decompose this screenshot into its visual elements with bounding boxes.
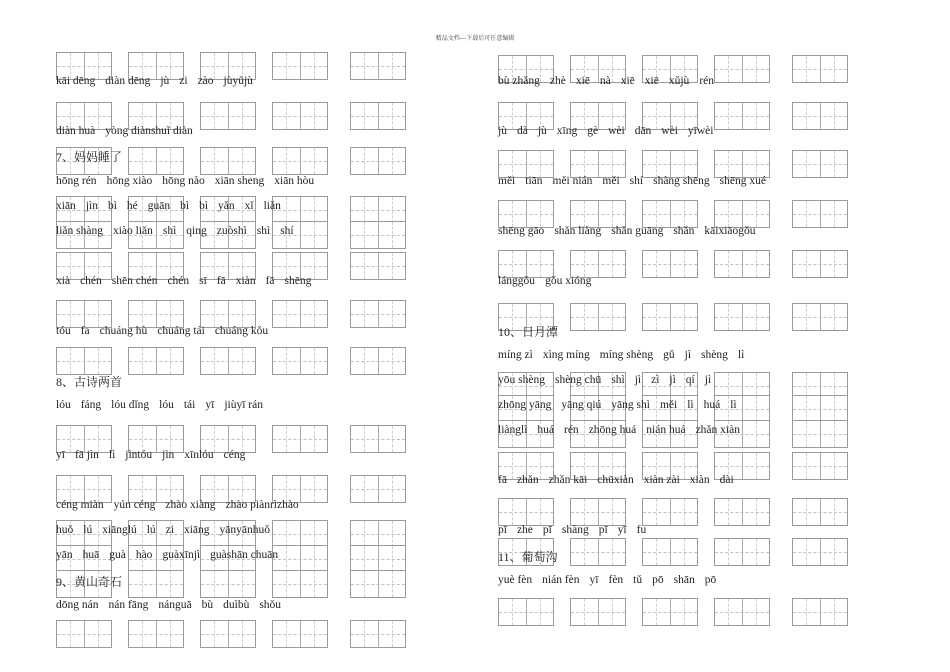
writing-grid-box <box>498 200 554 228</box>
pinyin-word: shǒu <box>259 599 282 611</box>
pinyin-word: chén <box>80 275 102 287</box>
writing-grid-box <box>792 420 848 448</box>
writing-grid-box <box>200 147 256 175</box>
pinyin-word: lú <box>83 524 93 536</box>
pinyin-row <box>498 474 744 487</box>
writing-grid-box <box>570 200 626 228</box>
writing-grid-box <box>128 147 184 175</box>
pinyin-word: lóu dǐng <box>111 399 150 411</box>
pinyin-word: shèng <box>701 349 728 361</box>
pinyin-word: dōng nán <box>56 599 99 611</box>
pinyin-word: shǎn guāng <box>611 225 664 237</box>
pinyin-row <box>498 349 754 362</box>
pinyin-word: lú <box>146 524 156 536</box>
pinyin-word: dà <box>516 125 528 137</box>
writing-grid-box <box>714 303 770 331</box>
pinyin-word: yòng diànshuǐ diàn <box>105 125 193 137</box>
writing-grid-box <box>272 570 328 598</box>
writing-grid-box <box>498 250 554 278</box>
pinyin-word: xiē <box>644 75 659 87</box>
writing-grid-box <box>570 598 626 626</box>
pinyin-word: duìbù <box>223 599 250 611</box>
pinyin-word: liànglì <box>498 424 528 436</box>
writing-grid-box <box>792 395 848 423</box>
left-column <box>56 0 426 672</box>
lesson-heading: 8、古诗两首 <box>56 375 123 389</box>
pinyin-row <box>56 325 278 338</box>
writing-grid-box <box>272 52 328 80</box>
pinyin-word: yīwèi <box>687 125 714 137</box>
pinyin-word: xià <box>56 275 71 287</box>
pinyin-row <box>498 399 747 412</box>
writing-grid-box <box>350 545 406 573</box>
pinyin-word: xiàn zài <box>643 474 680 486</box>
pinyin-word: pī <box>598 524 608 536</box>
writing-grid-box <box>714 250 770 278</box>
pinyin-word: fā <box>498 474 507 486</box>
pinyin-word: dài <box>719 474 734 486</box>
pinyin-word: nián fèn <box>542 574 580 586</box>
pinyin-word: hōng xiào <box>106 175 153 187</box>
pinyin-word: shǎn <box>673 225 695 237</box>
writing-grid-box <box>714 598 770 626</box>
pinyin-word: chūxiàn <box>597 474 634 486</box>
pinyin-word: zhào piànrìzhào <box>225 499 299 511</box>
pinyin-word: zhǎn <box>516 474 539 486</box>
pinyin-word: yī <box>589 574 599 586</box>
writing-grid-box <box>350 425 406 453</box>
pinyin-word: chén <box>167 275 190 287</box>
pinyin-word: xīng <box>556 125 578 137</box>
pinyin-word: zhǎn xiàn <box>695 424 740 436</box>
pinyin-word: shì <box>611 374 625 386</box>
writing-grid-box <box>714 538 770 566</box>
pinyin-word: céng miàn <box>56 499 104 511</box>
pinyin-row <box>498 275 601 288</box>
writing-grid-box <box>350 221 406 249</box>
pinyin-word: pō <box>704 574 717 586</box>
writing-grid-box <box>200 102 256 130</box>
pinyin-word: jìn <box>162 449 175 461</box>
writing-grid-box <box>200 300 256 328</box>
writing-grid-box <box>714 150 770 178</box>
pinyin-word: guàxīnjì <box>162 549 201 561</box>
pinyin-word: yānyānhuǒ <box>219 524 270 536</box>
pinyin-word: shí <box>280 225 294 237</box>
writing-grid-box <box>792 150 848 178</box>
pinyin-word: kāixiāogǒu <box>704 225 756 237</box>
pinyin-word: sī <box>199 275 207 287</box>
pinyin-word: jì <box>684 349 692 361</box>
pinyin-word: yī <box>617 524 627 536</box>
pinyin-word: hōng nào <box>162 175 205 187</box>
writing-grid-box <box>792 498 848 526</box>
writing-grid-box <box>200 347 256 375</box>
pinyin-row <box>56 175 324 188</box>
pinyin-word: yōu shèng <box>498 374 545 386</box>
pinyin-word: jù <box>160 75 170 87</box>
pinyin-word: zhōng yāng <box>498 399 552 411</box>
pinyin-row <box>498 524 656 537</box>
pinyin-word: zhǎn kāi <box>548 474 588 486</box>
writing-grid-box <box>714 200 770 228</box>
writing-grid-box <box>498 598 554 626</box>
pinyin-word: xiào liǎn <box>112 225 153 237</box>
pinyin-word: yǎn <box>218 200 235 212</box>
pinyin-word: shēng xué <box>719 175 766 187</box>
lesson-heading: 10、日月潭 <box>498 325 559 339</box>
pinyin-word: bì <box>180 200 190 212</box>
pinyin-word: gè <box>587 125 599 137</box>
pinyin-word: jì <box>669 374 676 386</box>
writing-grid-box <box>570 250 626 278</box>
pinyin-word: pī <box>498 524 507 536</box>
pinyin-word: dān <box>634 125 652 137</box>
pinyin-word: zhōng huá <box>588 424 637 436</box>
pinyin-word: xiē <box>575 75 590 87</box>
pinyin-word: bù zhǎng <box>498 75 540 87</box>
writing-grid-box <box>570 303 626 331</box>
writing-grid-box <box>128 347 184 375</box>
pinyin-row <box>498 75 724 88</box>
pinyin-word: fā <box>265 275 275 287</box>
pinyin-word: xiē <box>620 75 635 87</box>
pinyin-word: lì <box>737 349 745 361</box>
writing-grid-box <box>56 300 112 328</box>
writing-grid-box <box>350 347 406 375</box>
pinyin-word: wèi <box>661 125 678 137</box>
pinyin-word: jì <box>704 374 712 386</box>
pinyin-row <box>56 549 288 562</box>
pinyin-word: tóu <box>56 325 71 337</box>
pinyin-word: lì <box>730 399 737 411</box>
pinyin-word: hào <box>135 549 153 561</box>
writing-grid-box <box>350 147 406 175</box>
pinyin-row <box>56 449 255 462</box>
pinyin-word: bì <box>107 200 117 212</box>
writing-grid-box <box>128 620 184 648</box>
pinyin-word: liǎn <box>263 200 281 212</box>
pinyin-word: xiān <box>56 200 76 212</box>
pinyin-word: shēng <box>284 275 312 287</box>
page-header: 精品文档---下载后可任意编辑 <box>435 35 515 42</box>
writing-grid-box <box>792 200 848 228</box>
lesson-heading: 11、葡萄沟 <box>498 550 558 564</box>
pinyin-row <box>498 424 750 437</box>
pinyin-row <box>498 225 766 238</box>
pinyin-word: guàshān chuān <box>210 549 279 561</box>
writing-grid-box <box>792 538 848 566</box>
writing-grid-box <box>56 347 112 375</box>
pinyin-word: xīnlóu <box>184 449 214 461</box>
pinyin-word: huá <box>537 424 554 436</box>
pinyin-word: fu <box>636 524 647 536</box>
pinyin-row <box>56 125 203 138</box>
pinyin-word: chuáng hù <box>99 325 148 337</box>
writing-grid-box <box>350 570 406 598</box>
pinyin-word: jùyǔjù <box>223 75 253 87</box>
pinyin-row <box>56 399 273 412</box>
writing-grid-box <box>350 252 406 280</box>
pinyin-word: zi <box>165 524 174 536</box>
pinyin-word: lì <box>687 399 694 411</box>
pinyin-word: huǒ <box>56 524 74 536</box>
writing-grid-box <box>498 150 554 178</box>
pinyin-word: wèi <box>608 125 625 137</box>
pinyin-row <box>498 374 721 387</box>
pinyin-row <box>56 524 280 537</box>
pinyin-word: jù <box>498 125 507 137</box>
pinyin-word: lóu <box>159 399 174 411</box>
pinyin-word: yān <box>56 549 73 561</box>
pinyin-word: shí <box>629 175 644 187</box>
writing-grid-box <box>272 147 328 175</box>
pinyin-word: měi nián <box>552 175 593 187</box>
pinyin-word: nà <box>599 75 611 87</box>
pinyin-row <box>56 275 321 288</box>
pinyin-word: jiùyī rán <box>224 399 263 411</box>
pinyin-word: diàn dēng <box>105 75 151 87</box>
pinyin-word: jì <box>634 374 642 386</box>
right-column <box>498 0 868 672</box>
pinyin-word: shēn chén <box>111 275 158 287</box>
pinyin-word: guān <box>147 200 171 212</box>
writing-grid-box <box>272 425 328 453</box>
pinyin-word: měi <box>659 399 678 411</box>
writing-grid-box <box>714 498 770 526</box>
pinyin-word: yuè fèn <box>498 574 533 586</box>
writing-grid-box <box>350 475 406 503</box>
pinyin-word: diàn huà <box>56 125 96 137</box>
pinyin-word: shēng gāo <box>498 225 545 237</box>
lesson-heading: 7、妈妈睡了 <box>56 150 123 164</box>
pinyin-word: míng shèng <box>599 349 654 361</box>
writing-grid-box <box>272 347 328 375</box>
pinyin-row <box>56 75 263 88</box>
pinyin-word: huā <box>82 549 100 561</box>
writing-grid-box <box>642 150 698 178</box>
writing-grid-box <box>570 498 626 526</box>
pinyin-word: gǒu xióng <box>545 275 592 287</box>
pinyin-word: zhe <box>516 524 533 536</box>
pinyin-word: pō <box>652 574 664 586</box>
pinyin-word: yāng qiú <box>561 399 602 411</box>
pinyin-word: xǔjù <box>668 75 690 87</box>
writing-grid-box <box>200 570 256 598</box>
pinyin-word: fā jìn <box>74 449 99 461</box>
pinyin-word: yī <box>56 449 65 461</box>
writing-grid-box <box>642 598 698 626</box>
writing-grid-box <box>350 620 406 648</box>
pinyin-word: gǔ <box>663 349 675 361</box>
pinyin-word: shàng <box>561 524 589 536</box>
pinyin-word: bù <box>201 599 214 611</box>
writing-grid-box <box>350 102 406 130</box>
pinyin-word: nán fāng <box>108 599 149 611</box>
pinyin-word: fèn <box>608 574 624 586</box>
pinyin-word: shì <box>256 225 271 237</box>
pinyin-row <box>56 200 291 213</box>
writing-grid-box <box>128 570 184 598</box>
pinyin-word: kāi dēng <box>56 75 96 87</box>
pinyin-word: yī <box>205 399 215 411</box>
writing-grid-box <box>350 196 406 224</box>
pinyin-word: xiānglú <box>102 524 137 536</box>
pinyin-row <box>56 499 309 512</box>
pinyin-word: jìn <box>85 200 98 212</box>
pinyin-word: lánggǒu <box>498 275 536 287</box>
pinyin-word: shì <box>162 225 177 237</box>
writing-grid-box <box>642 303 698 331</box>
pinyin-word: zhè <box>549 75 566 87</box>
pinyin-word: rén <box>564 424 579 436</box>
lesson-heading: 9、黄山奇石 <box>56 575 123 589</box>
pinyin-word: fā <box>216 275 226 287</box>
pinyin-word: nián huá <box>646 424 686 436</box>
pinyin-word: shèng chū <box>554 374 602 386</box>
pinyin-word: yāng shì <box>611 399 650 411</box>
pinyin-row <box>56 599 291 612</box>
pinyin-word: tǔ <box>633 574 643 586</box>
writing-grid-box <box>272 300 328 328</box>
pinyin-word: zuòshì <box>216 225 247 237</box>
writing-grid-box <box>272 102 328 130</box>
writing-grid-box <box>570 538 626 566</box>
writing-grid-box <box>792 303 848 331</box>
pinyin-word: xiàn <box>689 474 710 486</box>
pinyin-word: zào <box>197 75 214 87</box>
pinyin-word: zì <box>651 374 660 386</box>
pinyin-word: xiàn <box>235 275 256 287</box>
pinyin-word: xìng míng <box>542 349 590 361</box>
pinyin-word: guà <box>109 549 126 561</box>
pinyin-word: tiān <box>525 175 543 187</box>
pinyin-word: fa <box>80 325 90 337</box>
pinyin-word: hé <box>126 200 138 212</box>
pinyin-word: yún céng <box>113 499 156 511</box>
writing-grid-box <box>56 620 112 648</box>
pinyin-word: jù <box>537 125 547 137</box>
pinyin-row <box>56 225 304 238</box>
pinyin-word: xiān hòu <box>274 175 315 187</box>
writing-grid-box <box>350 520 406 548</box>
pinyin-word: shàng shēng <box>653 175 710 187</box>
writing-grid-box <box>272 520 328 548</box>
pinyin-word: chuáng tái <box>157 325 205 337</box>
writing-grid-box <box>792 250 848 278</box>
writing-grid-box <box>792 452 848 480</box>
pinyin-row <box>498 125 723 138</box>
pinyin-word: qí <box>685 374 695 386</box>
writing-grid-box <box>792 102 848 130</box>
pinyin-word: lì <box>108 449 116 461</box>
pinyin-word: rén <box>699 75 714 87</box>
pinyin-word: huá <box>703 399 721 411</box>
writing-grid-box <box>570 150 626 178</box>
writing-grid-box <box>642 250 698 278</box>
writing-grid-box <box>350 52 406 80</box>
writing-grid-box <box>792 55 848 83</box>
pinyin-word: xǐ <box>244 200 254 212</box>
writing-grid-box <box>272 620 328 648</box>
pinyin-word: měi <box>498 175 516 187</box>
pinyin-word: jìntóu <box>125 449 153 461</box>
pinyin-word: liǎn shàng <box>56 225 103 237</box>
writing-grid-box <box>498 498 554 526</box>
writing-grid-box <box>128 300 184 328</box>
pinyin-word: zhào xiàng <box>165 499 216 511</box>
pinyin-row <box>498 175 776 188</box>
pinyin-word: chuáng kǒu <box>214 325 269 337</box>
pinyin-word: shǎn liàng <box>554 225 602 237</box>
pinyin-word: pī <box>542 524 552 536</box>
pinyin-word: qing <box>186 225 207 237</box>
pinyin-word: bì <box>199 200 209 212</box>
writing-grid-box <box>642 498 698 526</box>
pinyin-word: tái <box>183 399 196 411</box>
pinyin-word: xiān sheng <box>214 175 265 187</box>
pinyin-word: fáng <box>80 399 102 411</box>
pinyin-word: xiāng <box>183 524 210 536</box>
writing-grid-box <box>200 620 256 648</box>
pinyin-word: měi <box>602 175 620 187</box>
pinyin-word: lóu <box>56 399 71 411</box>
pinyin-row <box>498 574 726 587</box>
writing-grid-box <box>350 300 406 328</box>
pinyin-word: hōng rén <box>56 175 97 187</box>
writing-grid-box <box>642 200 698 228</box>
pinyin-word: zi <box>179 75 188 87</box>
writing-grid-box <box>792 598 848 626</box>
pinyin-word: shān <box>673 574 695 586</box>
pinyin-word: míng zì <box>498 349 533 361</box>
pinyin-word: nánguā <box>158 599 192 611</box>
writing-grid-box <box>642 538 698 566</box>
pinyin-word: céng <box>223 449 246 461</box>
